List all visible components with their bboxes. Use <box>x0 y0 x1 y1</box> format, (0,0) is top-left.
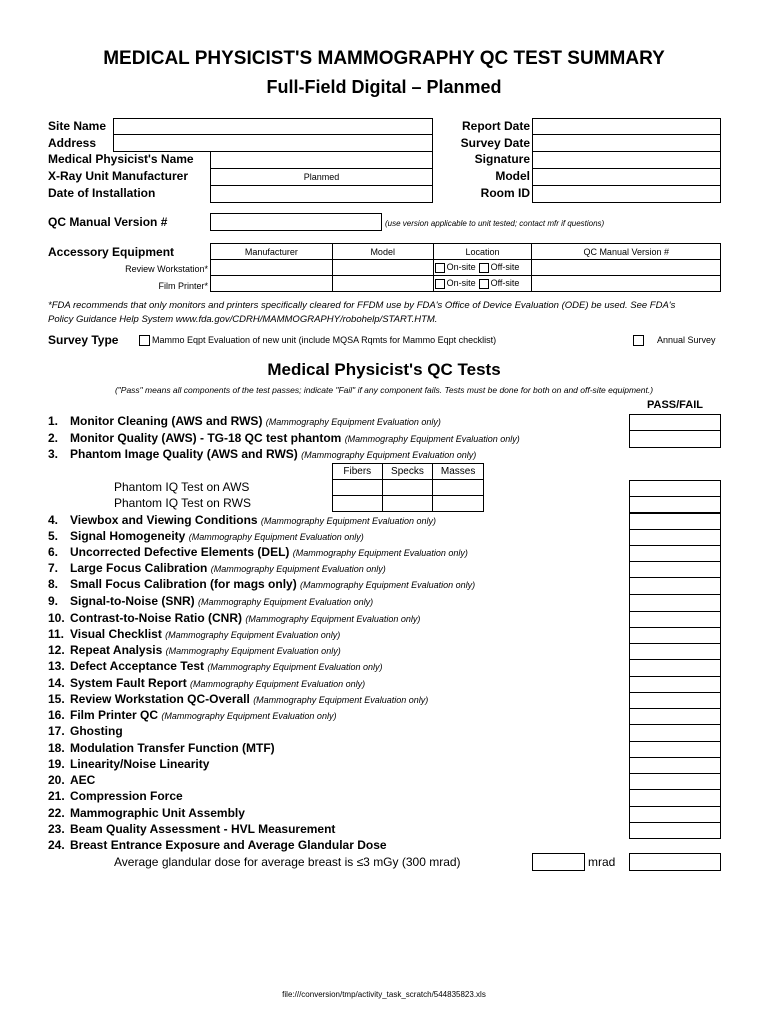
iq-cell[interactable] <box>433 480 484 496</box>
test-number: 3. <box>48 447 59 461</box>
test-item <box>48 611 420 625</box>
footer-path: file:///conversion/tmp/activity_task_scratch/544835823.xls <box>282 990 486 999</box>
qc-tests-subtitle: ("Pass" means all components of the test passes; indicate "Fail" if any component fails. Tests must be done for both on and off-site equipment.) <box>114 385 654 395</box>
test-name: Large Focus Calibration <box>70 561 208 575</box>
phantom-iq-table <box>332 463 484 512</box>
page-title: MEDICAL PHYSICIST'S MAMMOGRAPHY QC TEST SUMMARY <box>103 48 665 69</box>
test-note: (Mammography Equipment Evaluation only) <box>190 679 366 689</box>
qc-tests-title: Medical Physicist's QC Tests <box>267 360 501 379</box>
acc-cell[interactable] <box>332 260 433 276</box>
test-note: (Mammography Equipment Evaluation only) <box>344 434 520 444</box>
test-name: Defect Acceptance Test <box>70 659 205 673</box>
pass-fail-field[interactable] <box>629 513 721 530</box>
test-name: Viewbox and Viewing Conditions <box>70 513 258 527</box>
test-note: (Mammography Equipment Evaluation only) <box>188 532 364 542</box>
test-note: (Mammography Equipment Evaluation only) <box>161 711 337 721</box>
test-note: (Mammography Equipment Evaluation only) <box>260 516 437 526</box>
test-item <box>48 708 336 722</box>
test-item <box>48 529 364 543</box>
pass-fail-field[interactable] <box>629 806 721 823</box>
pass-fail-field[interactable] <box>629 430 721 448</box>
footnote-line2: Policy Guidance Help System www.fda.gov/CDRH/MAMMOGRAPHY/robohelp/START.HTM. <box>48 314 438 325</box>
test-number: 23. <box>48 822 65 836</box>
pass-fail-field[interactable] <box>629 545 721 562</box>
test-name: Signal-to-Noise (SNR) <box>70 594 195 608</box>
survey-date-field[interactable] <box>532 134 721 152</box>
iq-cell[interactable] <box>382 480 433 496</box>
test-item <box>48 757 209 771</box>
test-number: 4. <box>48 513 59 527</box>
agd-pass-fail-field[interactable] <box>629 853 721 871</box>
test-note: (Mammography Equipment Evaluation only) <box>165 630 341 640</box>
pass-fail-field[interactable] <box>629 611 721 628</box>
test-note: (Mammography Equipment Evaluation only) <box>165 646 341 656</box>
test-number: 9. <box>48 594 59 608</box>
test-number: 13. <box>48 659 65 673</box>
survey-date-label: Survey Date <box>460 136 530 150</box>
qc-manual-note: (use version applicable to unit tested; contact mfr if questions) <box>385 219 605 228</box>
test-note: (Mammography Equipment Evaluation only) <box>300 580 476 590</box>
pass-fail-field[interactable] <box>629 757 721 774</box>
test-number: 6. <box>48 545 59 559</box>
site-name-field[interactable] <box>113 118 433 135</box>
test-number: 14. <box>48 676 65 690</box>
test-number: 24. <box>48 838 65 852</box>
test-note: (Mammography Equipment Evaluation only) <box>253 695 429 705</box>
iq-cell[interactable] <box>382 496 433 512</box>
onsite-checkbox[interactable] <box>435 279 445 289</box>
iq-cell[interactable] <box>433 496 484 512</box>
pass-fail-field[interactable] <box>629 692 721 709</box>
physicist-name-label: Medical Physicist's Name <box>48 152 194 166</box>
iq-cell[interactable] <box>333 496 383 512</box>
test-number: 15. <box>48 692 65 706</box>
test-item <box>48 561 386 575</box>
iq-header-masses: Masses <box>433 464 484 480</box>
pass-fail-field[interactable] <box>629 529 721 546</box>
manufacturer-label: X-Ray Unit Manufacturer <box>48 169 189 183</box>
acc-cell[interactable] <box>211 276 333 292</box>
installation-date-label: Date of Installation <box>48 186 156 200</box>
offsite-label: Off-site <box>490 262 520 272</box>
test-number: 20. <box>48 773 65 787</box>
acc-header-location: Location <box>433 244 532 260</box>
site-name-label: Site Name <box>48 119 107 133</box>
survey-type-label: Survey Type <box>48 333 119 347</box>
acc-location-cell <box>433 276 532 292</box>
acc-header-model: Model <box>332 244 433 260</box>
pass-fail-field[interactable] <box>629 741 721 758</box>
accessory-table <box>210 243 721 292</box>
acc-location-cell <box>433 260 532 276</box>
onsite-label: On-site <box>446 278 476 288</box>
address-label: Address <box>48 136 97 150</box>
test-name: Repeat Analysis <box>70 643 163 657</box>
test-name: Beam Quality Assessment - HVL Measurement <box>70 822 336 836</box>
pass-fail-field[interactable] <box>629 594 721 612</box>
pass-fail-field[interactable] <box>629 773 721 790</box>
test-name: AEC <box>70 773 96 787</box>
installation-date-field[interactable] <box>210 185 433 203</box>
test-note: (Mammography Equipment Evaluation only) <box>245 614 421 624</box>
test-name: Visual Checklist <box>70 627 162 641</box>
room-id-label: Room ID <box>480 186 530 200</box>
pass-fail-field[interactable] <box>629 480 721 497</box>
test-note: (Mammography Equipment Evaluation only) <box>301 450 477 460</box>
manufacturer-field[interactable]: Planmed <box>210 168 433 186</box>
test-name: Linearity/Noise Linearity <box>70 757 210 771</box>
footnote-line1: *FDA recommends that only monitors and printers specifically cleared for FFDM use by FDA's Office of Device Evaluation (ODE) be used. See FDA's <box>48 300 676 311</box>
acc-cell[interactable] <box>211 260 333 276</box>
test-number: 7. <box>48 561 59 575</box>
test-name: Mammographic Unit Assembly <box>70 806 245 820</box>
pass-fail-field[interactable] <box>629 496 721 513</box>
test-name: Film Printer QC <box>70 708 159 722</box>
film-printer-label: Film Printer* <box>158 281 208 291</box>
test-name: Monitor Cleaning (AWS and RWS) <box>70 414 263 428</box>
pass-fail-field[interactable] <box>629 676 721 693</box>
test-name: Ghosting <box>70 724 123 738</box>
test-item <box>48 447 476 461</box>
test-item <box>48 692 428 706</box>
test-item <box>48 773 95 787</box>
test-item <box>48 676 365 690</box>
iq-header-specks: Specks <box>382 464 433 480</box>
annual-survey-option: Annual Survey <box>657 335 716 345</box>
test-item <box>48 414 441 428</box>
pass-fail-field[interactable] <box>629 724 721 742</box>
pass-fail-field[interactable] <box>629 577 721 595</box>
signature-field[interactable] <box>532 151 721 169</box>
pass-fail-field[interactable] <box>629 643 721 660</box>
test-note: (Mammography Equipment Evaluation only) <box>210 564 386 574</box>
test-note: (Mammography Equipment Evaluation only) <box>265 417 441 427</box>
offsite-checkbox[interactable] <box>479 279 489 289</box>
new-unit-checkbox[interactable] <box>139 335 150 346</box>
test-item <box>48 643 341 657</box>
test-item <box>48 659 383 673</box>
pass-fail-header: PASS/FAIL <box>646 399 704 411</box>
accessory-label: Accessory Equipment <box>48 245 175 259</box>
test-number: 2. <box>48 431 59 445</box>
test-item <box>48 806 245 820</box>
qc-manual-label: QC Manual Version # <box>48 215 168 229</box>
agd-value-field[interactable] <box>532 853 585 871</box>
iq-row-rws-label: Phantom IQ Test on RWS <box>114 496 251 510</box>
test-name: Modulation Transfer Function (MTF) <box>70 741 275 755</box>
test-item <box>48 594 373 608</box>
test-name: System Fault Report <box>70 676 187 690</box>
test-note: (Mammography Equipment Evaluation only) <box>198 597 374 607</box>
test-number: 19. <box>48 757 65 771</box>
pass-fail-field[interactable] <box>629 659 721 677</box>
report-date-field[interactable] <box>532 118 721 135</box>
test-name: Review Workstation QC-Overall <box>70 692 250 706</box>
pass-fail-field[interactable] <box>629 561 721 578</box>
test-name: Contrast-to-Noise Ratio (CNR) <box>70 611 242 625</box>
test-number: 22. <box>48 806 65 820</box>
test-number: 8. <box>48 577 59 591</box>
onsite-label: On-site <box>446 262 476 272</box>
acc-cell[interactable] <box>532 276 721 292</box>
test-number: 21. <box>48 789 65 803</box>
pass-fail-field[interactable] <box>629 822 721 839</box>
acc-cell[interactable] <box>332 276 433 292</box>
test-item <box>48 627 340 641</box>
test-item <box>48 838 387 852</box>
test-note: (Mammography Equipment Evaluation only) <box>292 548 468 558</box>
review-workstation-label: Review Workstation* <box>125 264 208 274</box>
agd-unit: mrad <box>588 855 616 869</box>
test-number: 17. <box>48 724 65 738</box>
test-note: (Mammography Equipment Evaluation only) <box>207 662 383 672</box>
test-name: Breast Entrance Exposure and Average Glandular Dose <box>70 838 387 852</box>
test-item <box>48 513 436 527</box>
room-id-field[interactable] <box>532 185 721 203</box>
test-number: 11. <box>48 627 65 641</box>
test-number: 10. <box>48 611 65 625</box>
iq-row-aws-label: Phantom IQ Test on AWS <box>114 480 250 494</box>
pass-fail-field[interactable] <box>629 789 721 807</box>
test-item <box>48 724 123 738</box>
signature-label: Signature <box>474 152 530 166</box>
test-name: Small Focus Calibration (for mags only) <box>70 577 297 591</box>
qc-manual-field[interactable] <box>210 213 382 231</box>
annual-survey-checkbox[interactable] <box>633 335 644 346</box>
test-item <box>48 741 275 755</box>
pass-fail-field[interactable] <box>629 627 721 644</box>
test-number: 16. <box>48 708 65 722</box>
iq-header-fibers: Fibers <box>333 464 383 480</box>
acc-header-qc-version: QC Manual Version # <box>532 244 721 260</box>
test-number: 18. <box>48 741 65 755</box>
agd-text: Average glandular dose for average breast is ≤3 mGy (300 mrad) <box>114 855 461 869</box>
report-date-label: Report Date <box>461 119 530 133</box>
offsite-label: Off-site <box>490 278 520 288</box>
page-subtitle: Full-Field Digital – Planmed <box>266 77 502 97</box>
iq-cell[interactable] <box>333 480 383 496</box>
test-item <box>48 577 475 591</box>
test-number: 12. <box>48 643 65 657</box>
test-number: 5. <box>48 529 59 543</box>
offsite-checkbox[interactable] <box>479 263 489 273</box>
pass-fail-field[interactable] <box>629 708 721 725</box>
test-number: 1. <box>48 414 59 428</box>
acc-cell[interactable] <box>532 260 721 276</box>
test-name: Uncorrected Defective Elements (DEL) <box>70 545 290 559</box>
test-item <box>48 822 335 836</box>
test-name: Compression Force <box>70 789 183 803</box>
test-item <box>48 431 520 445</box>
model-field[interactable] <box>532 168 721 186</box>
test-item <box>48 545 468 559</box>
test-item <box>48 789 183 803</box>
model-label: Model <box>495 169 530 183</box>
physicist-name-field[interactable] <box>210 151 433 169</box>
acc-header-manufacturer: Manufacturer <box>211 244 333 260</box>
test-name: Monitor Quality (AWS) - TG-18 QC test phantom <box>70 431 342 445</box>
address-field[interactable] <box>113 134 433 152</box>
new-unit-option: Mammo Eqpt Evaluation of new unit (include MQSA Rqmts for Mammo Eqpt checklist) <box>152 335 497 345</box>
onsite-checkbox[interactable] <box>435 263 445 273</box>
test-name: Signal Homogeneity <box>70 529 186 543</box>
test-name: Phantom Image Quality (AWS and RWS) <box>70 447 298 461</box>
